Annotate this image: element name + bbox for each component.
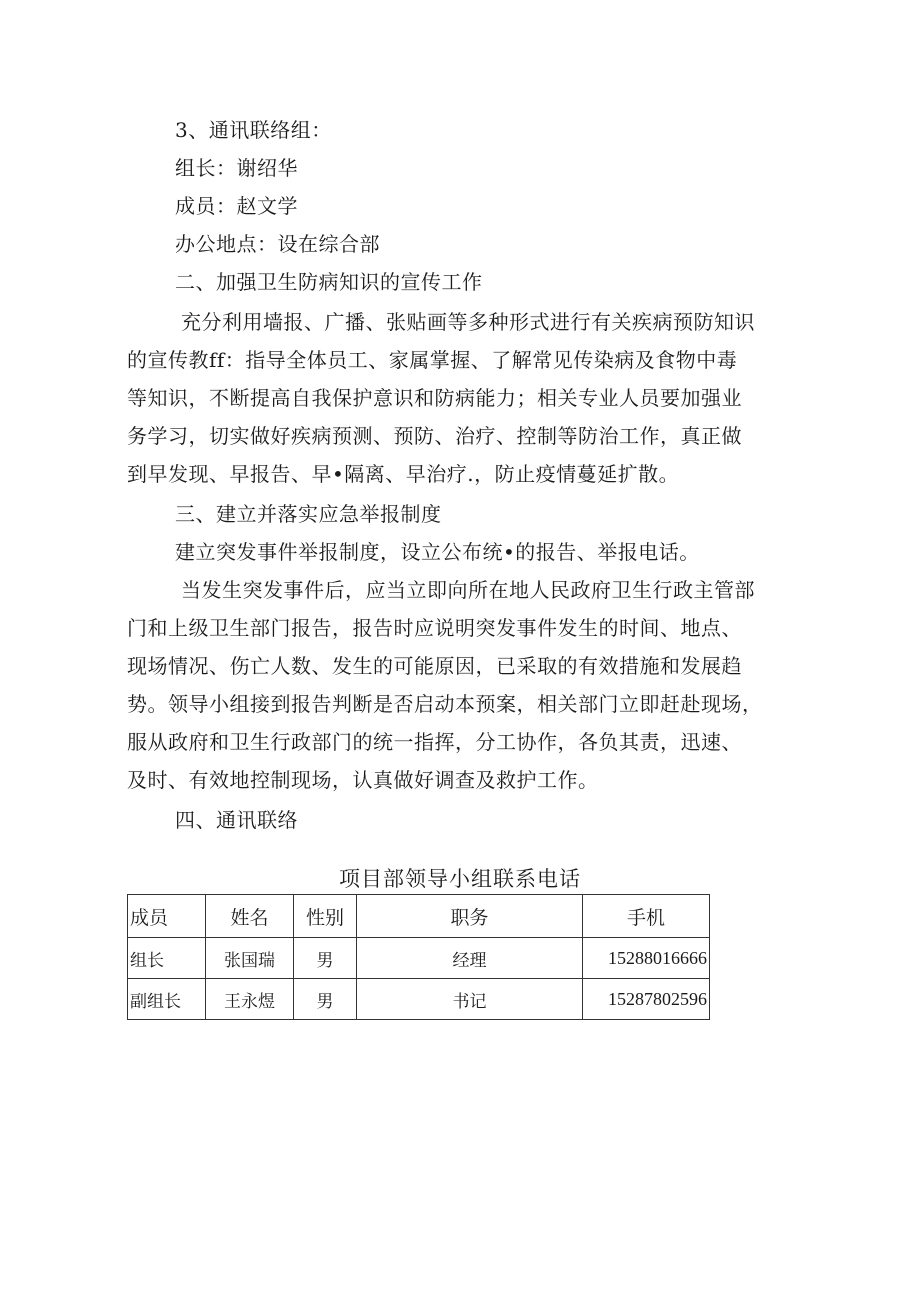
table-title: 项目部领导小组联系电话 (339, 867, 581, 891)
contact-table (127, 894, 710, 1020)
header-position: 职务 (357, 895, 583, 938)
cell-role: 组长 (128, 938, 206, 979)
cell-gender: 男 (294, 979, 357, 1020)
cell-name: 张国瑞 (206, 938, 294, 979)
paragraph-3b-line-1: 当发生突发事件后，应当立即向所在地人民政府卫生行政主管部 (181, 578, 755, 602)
table-header-row (128, 895, 710, 938)
paragraph-2-line-4: 务学习，切实做好疾病预测、预防、治疗、控制等防治工作，真正做 (127, 424, 742, 448)
header-gender: 性别 (294, 895, 357, 938)
table-row (128, 938, 710, 979)
cell-gender: 男 (294, 938, 357, 979)
cell-mobile: 15288016666 (583, 938, 710, 979)
cell-name: 王永煜 (206, 979, 294, 1020)
section-heading-3: 三、建立并落实应急举报制度 (175, 502, 442, 526)
section-heading-4: 四、通讯联络 (175, 808, 298, 832)
paragraph-3b-line-2: 门和上级卫生部门报告，报告时应说明突发事件发生的时间、地点、 (127, 616, 742, 640)
paragraph-2-line-2: 的宣传教ff：指导全体员工、家属掌握、了解常见传染病及食物中毒 (127, 348, 738, 372)
paragraph-3b-line-5: 服从政府和卫生行政部门的统一指挥，分工协作，各负其责，迅速、 (127, 730, 742, 754)
cell-role: 副组长 (128, 979, 206, 1020)
paragraph-3a: 建立突发事件举报制度，设立公布统•的报告、举报电话。 (175, 540, 700, 564)
header-mobile: 手机 (583, 895, 710, 938)
header-name: 姓名 (206, 895, 294, 938)
comm-group-leader: 组长：谢绍华 (175, 156, 298, 180)
header-member: 成员 (128, 895, 206, 938)
comm-group-office: 办公地点：设在综合部 (175, 232, 380, 256)
comm-group-member: 成员：赵文学 (175, 194, 298, 218)
section-heading-comm-group: 3、通讯联络组： (175, 118, 332, 142)
paragraph-3b-line-6: 及时、有效地控制现场，认真做好调查及救护工作。 (127, 768, 599, 792)
paragraph-2-line-3: 等知识，不断提高自我保护意识和防病能力；相关专业人员要加强业 (127, 386, 742, 410)
cell-mobile: 15287802596 (583, 979, 710, 1020)
paragraph-2-line-5: 到早发现、早报告、早•隔离、早治疗.，防止疫情蔓延扩散。 (127, 462, 680, 486)
cell-position: 书记 (357, 979, 583, 1020)
table-row (128, 979, 710, 1020)
paragraph-3b-line-4: 势。领导小组接到报告判断是否启动本预案，相关部门立即赶赴现场， (127, 692, 763, 716)
cell-position: 经理 (357, 938, 583, 979)
section-heading-2: 二、加强卫生防病知识的宣传工作 (175, 270, 483, 294)
paragraph-3b-line-3: 现场情况、伤亡人数、发生的可能原因，已采取的有效措施和发展趋 (127, 654, 742, 678)
paragraph-2-line-1: 充分利用墙报、广播、张贴画等多种形式进行有关疾病预防知识 (181, 310, 755, 334)
